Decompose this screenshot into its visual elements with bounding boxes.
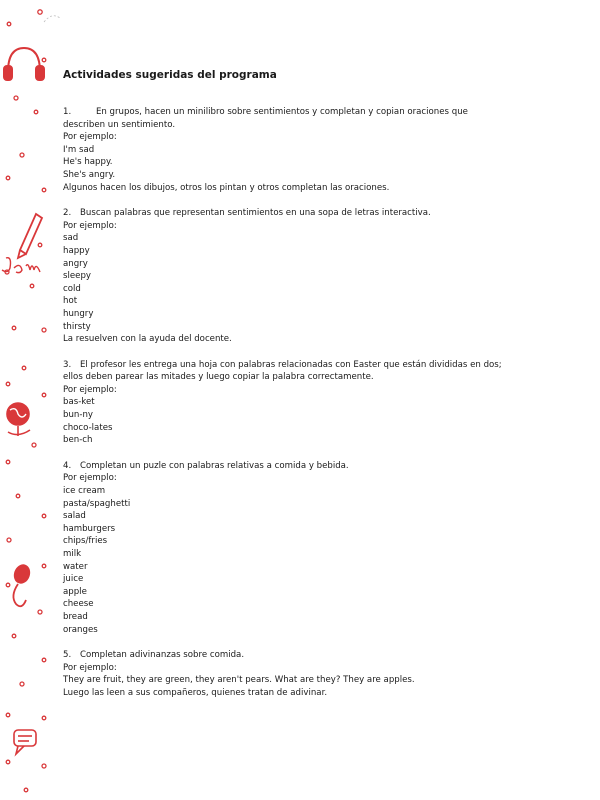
example-item: milk [63, 549, 82, 559]
activity-heading-continuation: ellos deben parear las mitades y luego copiar la palabra correctamente. [63, 372, 374, 383]
example-item: thirsty [63, 321, 91, 332]
example-label: Por ejemplo: [63, 132, 117, 143]
example-item: hamburgers [63, 523, 116, 534]
example-item: cheese [63, 599, 94, 610]
example-item: sleepy [63, 271, 91, 282]
activity-heading-text: Buscan palabras que representan sentimientos en una sopa de letras interactiva. [80, 208, 431, 219]
activity-heading-continuation: describen un sentimiento. [63, 119, 176, 130]
activity-1 [63, 106, 563, 194]
dot-pattern [5, 10, 46, 792]
jam-scribble-icon [2, 258, 40, 273]
example-label: Por ejemplo: [63, 384, 117, 395]
activity-4 [63, 460, 563, 636]
example-label: Por ejemplo: [63, 220, 117, 231]
example-item: oranges [63, 624, 98, 635]
example-item: hot [63, 296, 78, 307]
example-item: salad [63, 511, 86, 522]
pencil-icon [18, 214, 42, 258]
activity-number: 5. [63, 650, 72, 661]
activity-closing: La resuelven con la ayuda del docente. [63, 334, 232, 345]
activity-5 [63, 649, 563, 699]
example-item: sad [63, 233, 79, 244]
globe-icon [7, 403, 30, 436]
example-item: apple [63, 586, 87, 597]
example-item: juice [63, 574, 84, 585]
example-item: happy [63, 245, 90, 256]
activity-heading [63, 460, 563, 473]
activity-heading [63, 207, 563, 220]
activity-heading [63, 106, 563, 119]
example-item: choco-lates [63, 422, 113, 433]
example-label: Por ejemplo: [63, 473, 117, 484]
activity-2 [63, 207, 563, 346]
example-item: I'm sad [63, 144, 95, 155]
example-item: pasta/spaghetti [63, 498, 131, 509]
headphones-icon [4, 48, 44, 80]
example-item: ice cream [63, 486, 106, 497]
activity-heading [63, 649, 563, 662]
example-item: They are fruit, they are green, they aren't pears. What are they? They are apples. [63, 675, 415, 686]
activity-number: 1. [63, 107, 72, 117]
example-item: cold [63, 283, 81, 294]
activity-number: 4. [63, 460, 72, 471]
example-item: He's happy. [63, 157, 113, 168]
page-title: Actividades sugeridas del programa [63, 69, 277, 81]
example-item: chips/fries [63, 536, 108, 547]
microphone-icon [12, 563, 31, 606]
example-item: water [63, 561, 88, 572]
example-label: Por ejemplo: [63, 662, 117, 673]
activity-heading-text: En grupos, hacen un minilibro sobre sentimientos y completan y copian oraciones que [95, 107, 468, 117]
activity-closing: Algunos hacen los dibujos, otros los pintan y otros completan las oraciones. [63, 182, 390, 193]
activity-3 [63, 359, 563, 447]
example-item: ben-ch [63, 435, 93, 446]
activity-heading [63, 359, 563, 372]
example-item: bas-ket [63, 397, 95, 408]
example-item: angry [63, 258, 88, 269]
activity-heading-text: Completan adivinanzas sobre comida. [80, 650, 245, 661]
activity-heading-text: Completan un puzle con palabras relativas a comida y bebida. [80, 460, 349, 471]
activity-number: 2. [63, 208, 72, 219]
example-item: bread [63, 611, 88, 622]
example-item: She's angry. [63, 169, 116, 180]
example-item: hungry [63, 308, 94, 319]
activity-number: 3. [63, 359, 72, 370]
margin-decoration [0, 0, 60, 800]
speech-bubble-icon [14, 730, 36, 754]
document-page [63, 68, 563, 713]
activity-closing: Luego las leen a sus compañeros, quienes tratan de adivinar. [63, 687, 328, 698]
example-item: bun-ny [63, 410, 93, 421]
activity-heading-text: El profesor les entrega una hoja con palabras relacionadas con Easter que están divididas en dos; [80, 359, 502, 370]
